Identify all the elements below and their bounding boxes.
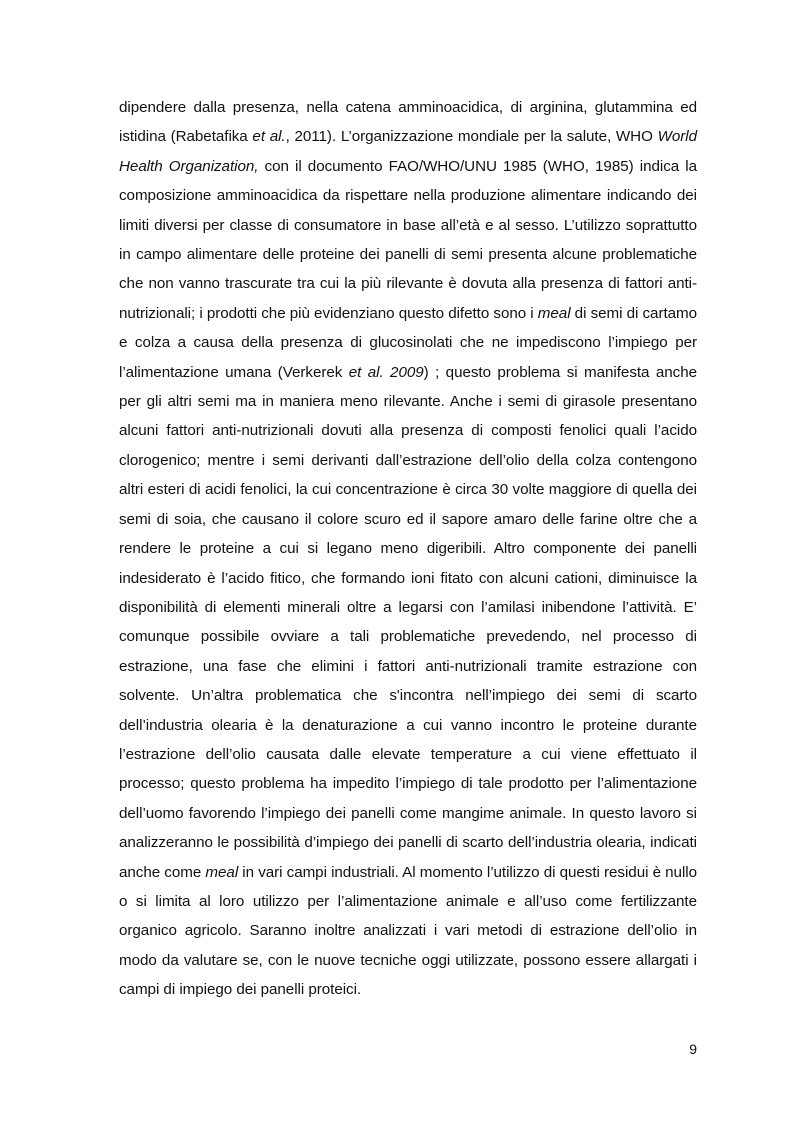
text-segment: in vari campi industriali. Al momento l’utilizzo di questi residui è nullo o si limita al loro utilizzo per l’alimentazione animale e all’uso come fertilizzante organico agricolo. Saranno inoltre analizzati i vari metodi di estrazione dell’olio in modo da valutare se, con le nuove tecniche oggi utilizzate, possono essere allargati i campi di impiego dei panelli proteici. [119, 863, 697, 999]
text-segment: ) ; questo problema si manifesta anche per gli altri semi ma in maniera meno rilevante. Anche i semi di girasole presentano alcuni fattori anti-nutrizionali dovuti alla presenza di composti fenolici quali l’acido clorogenico; mentre i semi derivanti dall’estrazione dell’olio della colza contengono altri esteri di acidi fenolici, la cui concentrazione è circa 30 volte maggiore di quella dei semi di soia, che causano il colore scuro ed il sapore amaro delle farine oltre che a rendere le proteine a cui si legano meno digeribili. Altro componente dei panelli indesiderato è l’acido fitico, che formando ioni fitato con alcuni cationi, diminuisce la disponibilità di elementi minerali oltre a legarsi con l’amilasi inibendone l’attività. E’ comunque possibile ovviare a tali problematiche prevedendo, nel processo di estrazione, una fase che elimini i fattori anti-nutrizionali tramite estrazione con solvente. Un’altra problematica che s'incontra nell’impiego dei semi di scarto dell’industria olearia è la denaturazione a cui vanno incontro le proteine durante l’estrazione dell’olio causata dalle elevate temperature a cui viene effettuato il processo; questo problema ha impedito l’impiego di tale prodotto per l’alimentazione dell’uomo favorendo l’impiego dei panelli come mangime animale. In questo lavoro si analizzeranno le possibilità d’impiego dei panelli di scarto dell’industria olearia, indicati anche come [119, 363, 697, 881]
page-number: 9 [689, 1041, 697, 1057]
text-segment-italic: et al. 2009 [348, 363, 424, 381]
text-segment-italic: World Health Organization, [119, 128, 697, 175]
text-segment: con il documento FAO/WHO/UNU 1985 (WHO, 1985) indica la composizione amminoacidica da rispettare nella produzione alimentare indicando dei limiti diversi per classe di consumatore in base all’età e al sesso. L’utilizzo soprattutto in campo alimentare delle proteine dei panelli di semi presenta alcune problematiche che non vanno trascurate tra cui la più rilevante è dovuta alla presenza di fattori anti-nutrizionali; i prodotti che più evidenziano questo difetto sono i [119, 157, 697, 322]
text-segment-italic: meal [537, 304, 571, 322]
text-segment-italic: meal [205, 863, 239, 881]
text-segment-italic: et al. [252, 128, 286, 146]
text-segment: , 2011). L’organizzazione mondiale per la salute, WHO [285, 128, 658, 146]
text-segment: di semi di cartamo e colza a causa della presenza di glucosinolati che ne impediscono l’impiego per l’alimentazione umana (Verkerek [119, 304, 698, 381]
body-paragraph [119, 93, 697, 1005]
text-segment: dipendere dalla presenza, nella catena amminoacidica, di arginina, glutammina ed istidina (Rabetafika [119, 99, 697, 146]
